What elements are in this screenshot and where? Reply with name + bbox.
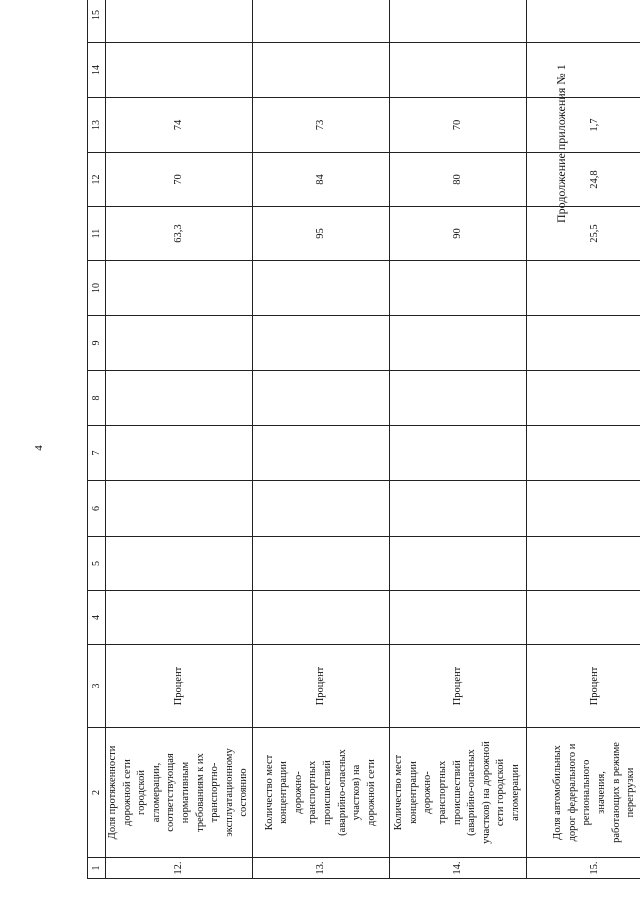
empty-cell xyxy=(106,426,253,481)
empty-cell xyxy=(252,481,389,537)
appendix-heading: Продолжение приложения № 1 xyxy=(554,64,568,223)
header-cell: 13 xyxy=(88,98,106,153)
header-row xyxy=(88,0,106,879)
header-cell: 11 xyxy=(88,207,106,261)
indicator-name xyxy=(252,728,389,858)
empty-cell xyxy=(389,316,526,371)
table-row xyxy=(389,0,526,879)
value-col11: 95 xyxy=(252,207,389,261)
value-col11: 63,3 xyxy=(106,207,253,261)
name-line: состоянию xyxy=(238,768,250,817)
empty-cell xyxy=(389,591,526,645)
indicator-name xyxy=(106,728,253,858)
row-number: 12. xyxy=(106,858,253,879)
name-line: дорожной сети xyxy=(121,759,133,826)
unit-cell: Процент xyxy=(252,645,389,728)
row-number: 14. xyxy=(389,858,526,879)
empty-cell xyxy=(526,43,640,98)
page-number: 4 xyxy=(32,445,45,451)
value-col12: 84 xyxy=(252,153,389,207)
empty-cell xyxy=(106,43,253,98)
empty-cell xyxy=(526,591,640,645)
value-col11: 25,5 xyxy=(526,207,640,261)
empty-cell xyxy=(106,261,253,316)
name-line: транспортных xyxy=(437,760,449,825)
empty-cell xyxy=(526,261,640,316)
name-line: работающих в режиме xyxy=(610,742,622,843)
empty-cell xyxy=(526,316,640,371)
name-line: транспортно- xyxy=(209,762,221,823)
empty-cell xyxy=(389,371,526,426)
empty-cell xyxy=(252,537,389,591)
empty-cell xyxy=(252,261,389,316)
indicator-name xyxy=(526,728,640,858)
name-line: происшествий xyxy=(321,760,333,825)
name-line: дорожной сети xyxy=(365,759,377,826)
empty-cell xyxy=(252,0,389,43)
header-cell: 5 xyxy=(88,537,106,591)
name-line: эксплуатационному xyxy=(223,748,235,837)
value-col12: 24,8 xyxy=(526,153,640,207)
header-cell: 2 xyxy=(88,728,106,858)
name-line: регионального xyxy=(581,759,593,826)
name-line: агломерации xyxy=(510,764,522,821)
empty-cell xyxy=(389,261,526,316)
value-col12: 70 xyxy=(106,153,253,207)
name-line: дорожно- xyxy=(292,771,304,814)
table-row xyxy=(252,0,389,879)
empty-cell xyxy=(252,591,389,645)
name-line: (аварийно-опасных xyxy=(336,749,348,836)
name-line: требованиям к их xyxy=(194,753,206,832)
row-number: 15. xyxy=(526,858,640,879)
name-line: значения, xyxy=(595,771,607,814)
empty-cell xyxy=(389,43,526,98)
name-line: Доля протяженности xyxy=(107,745,118,840)
header-cell: 1 xyxy=(88,858,106,879)
table-row xyxy=(526,0,640,879)
empty-cell xyxy=(252,426,389,481)
empty-cell xyxy=(106,481,253,537)
indicator-name xyxy=(389,728,526,858)
name-line: Количество мест xyxy=(263,754,275,831)
header-cell: 3 xyxy=(88,645,106,728)
unit-cell: Процент xyxy=(526,645,640,728)
name-line: Количество мест xyxy=(393,754,405,831)
empty-cell xyxy=(389,0,526,43)
header-cell: 8 xyxy=(88,371,106,426)
empty-cell xyxy=(252,43,389,98)
empty-cell xyxy=(106,316,253,371)
header-cell: 12 xyxy=(88,153,106,207)
value-col13: 1,7 xyxy=(526,98,640,153)
name-line: происшествий xyxy=(451,760,463,825)
value-col13: 73 xyxy=(252,98,389,153)
empty-cell xyxy=(526,481,640,537)
name-line: перегрузки xyxy=(625,767,637,818)
name-line: концентрации xyxy=(407,761,419,824)
name-line: участков) на xyxy=(351,764,363,821)
header-cell: 9 xyxy=(88,316,106,371)
name-line: дорожно- xyxy=(422,771,434,814)
value-col13: 74 xyxy=(106,98,253,153)
name-line: участков) на дорожной xyxy=(480,741,492,844)
empty-cell xyxy=(526,426,640,481)
table-row xyxy=(106,0,253,879)
value-col13: 70 xyxy=(389,98,526,153)
name-line: городской xyxy=(136,770,148,815)
name-line: нормативным xyxy=(179,761,191,824)
header-cell: 15 xyxy=(88,0,106,43)
empty-cell xyxy=(389,426,526,481)
unit-cell: Процент xyxy=(106,645,253,728)
row-number: 13. xyxy=(252,858,389,879)
empty-cell xyxy=(106,0,253,43)
name-line: сети городской xyxy=(495,758,507,827)
header-cell: 4 xyxy=(88,591,106,645)
header-cell: 6 xyxy=(88,481,106,537)
empty-cell xyxy=(106,537,253,591)
empty-cell xyxy=(252,316,389,371)
indicators-table xyxy=(87,0,640,879)
empty-cell xyxy=(389,537,526,591)
unit-cell: Процент xyxy=(389,645,526,728)
empty-cell xyxy=(526,0,640,43)
empty-cell xyxy=(252,371,389,426)
name-line: агломерации, xyxy=(150,762,162,823)
header-cell: 10 xyxy=(88,261,106,316)
empty-cell xyxy=(526,537,640,591)
empty-cell xyxy=(526,371,640,426)
empty-cell xyxy=(389,481,526,537)
header-cell: 14 xyxy=(88,43,106,98)
value-col11: 90 xyxy=(389,207,526,261)
empty-cell xyxy=(106,591,253,645)
value-col12: 80 xyxy=(389,153,526,207)
name-line: соответствующая xyxy=(165,753,177,832)
empty-cell xyxy=(106,371,253,426)
header-cell: 7 xyxy=(88,426,106,481)
name-line: концентрации xyxy=(278,761,290,824)
name-line: (аварийно-опасных xyxy=(466,749,478,836)
name-line: транспортных xyxy=(307,760,319,825)
name-line: дорог федерального и xyxy=(566,743,578,842)
name-line: Доля автомобильных xyxy=(552,745,564,840)
